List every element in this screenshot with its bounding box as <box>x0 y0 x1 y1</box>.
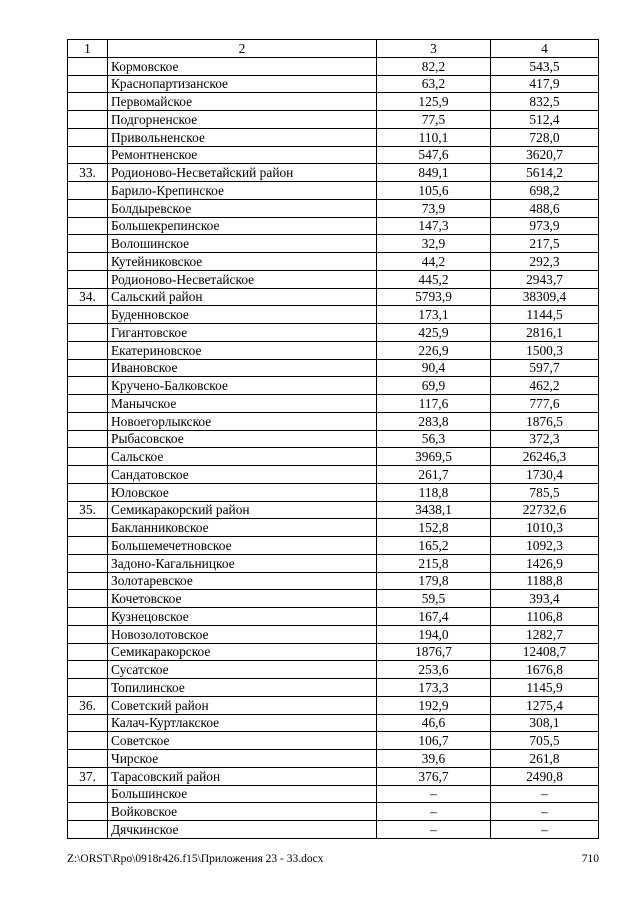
row-name-cell: Чирское <box>108 750 377 768</box>
table-header-row <box>68 40 599 58</box>
row-value3-cell: 90,4 <box>377 359 491 377</box>
table-row <box>68 341 599 359</box>
row-value3-cell: – <box>377 821 491 839</box>
row-name-cell: Кормовское <box>108 57 377 75</box>
row-name-cell: Советское <box>108 732 377 750</box>
row-number-cell <box>68 359 108 377</box>
row-name-cell: Юловское <box>108 483 377 501</box>
row-value3-cell: 63,2 <box>377 75 491 93</box>
row-value4-cell: 22732,6 <box>491 501 599 519</box>
row-number-cell <box>68 519 108 537</box>
row-number-cell <box>68 679 108 697</box>
table-row <box>68 483 599 501</box>
table-row <box>68 306 599 324</box>
row-name-cell: Привольненское <box>108 128 377 146</box>
row-value4-cell: 698,2 <box>491 182 599 200</box>
row-value4-cell: 5614,2 <box>491 164 599 182</box>
row-value3-cell: 1876,7 <box>377 643 491 661</box>
row-value3-cell: 77,5 <box>377 111 491 129</box>
page-number: 710 <box>581 853 599 865</box>
row-value3-cell: 5793,9 <box>377 288 491 306</box>
table-row <box>68 821 599 839</box>
row-name-cell: Большинское <box>108 785 377 803</box>
row-value4-cell: 38309,4 <box>491 288 599 306</box>
row-value3-cell: 226,9 <box>377 341 491 359</box>
table-body <box>68 57 599 838</box>
row-value4-cell: 3620,7 <box>491 146 599 164</box>
row-name-cell: Задоно-Кагальницкое <box>108 554 377 572</box>
row-value3-cell: 152,8 <box>377 519 491 537</box>
row-value4-cell: 2943,7 <box>491 270 599 288</box>
row-value4-cell: 785,5 <box>491 483 599 501</box>
row-value4-cell: – <box>491 785 599 803</box>
table-row <box>68 537 599 555</box>
row-value4-cell: 26246,3 <box>491 448 599 466</box>
row-name-cell: Тарасовский район <box>108 767 377 785</box>
column-header-1: 1 <box>68 40 108 58</box>
row-number-cell <box>68 714 108 732</box>
table-row <box>68 785 599 803</box>
row-number-cell <box>68 270 108 288</box>
row-value4-cell: 1730,4 <box>491 466 599 484</box>
row-value3-cell: 253,6 <box>377 661 491 679</box>
table-row <box>68 235 599 253</box>
row-value4-cell: 1144,5 <box>491 306 599 324</box>
table-row <box>68 732 599 750</box>
column-header-3: 3 <box>377 40 491 58</box>
table-row <box>68 554 599 572</box>
row-value4-cell: 488,6 <box>491 199 599 217</box>
row-value3-cell: 44,2 <box>377 253 491 271</box>
row-value4-cell: 1876,5 <box>491 412 599 430</box>
row-value4-cell: 705,5 <box>491 732 599 750</box>
table-row <box>68 377 599 395</box>
row-name-cell: Ивановское <box>108 359 377 377</box>
row-name-cell: Рыбасовское <box>108 430 377 448</box>
row-value4-cell: – <box>491 821 599 839</box>
row-name-cell: Буденновское <box>108 306 377 324</box>
row-number-cell: 37. <box>68 767 108 785</box>
row-value4-cell: 292,3 <box>491 253 599 271</box>
row-name-cell: Дячкинское <box>108 821 377 839</box>
row-number-cell: 33. <box>68 164 108 182</box>
row-number-cell <box>68 661 108 679</box>
row-name-cell: Болдыревское <box>108 199 377 217</box>
row-name-cell: Кутейниковское <box>108 253 377 271</box>
row-value3-cell: 194,0 <box>377 625 491 643</box>
row-value3-cell: – <box>377 803 491 821</box>
row-name-cell: Екатериновское <box>108 341 377 359</box>
row-value3-cell: 425,9 <box>377 324 491 342</box>
row-number-cell <box>68 732 108 750</box>
row-value3-cell: 56,3 <box>377 430 491 448</box>
table-row <box>68 430 599 448</box>
row-value4-cell: 2490,8 <box>491 767 599 785</box>
table-row <box>68 128 599 146</box>
file-path: Z:\ORST\Rpo\0918r426.f15\Приложения 23 - 33.docx <box>67 853 324 865</box>
row-name-cell: Кузнецовское <box>108 608 377 626</box>
row-number-cell <box>68 448 108 466</box>
table-row <box>68 199 599 217</box>
row-number-cell <box>68 111 108 129</box>
row-value4-cell: 12408,7 <box>491 643 599 661</box>
row-number-cell <box>68 377 108 395</box>
row-value3-cell: 165,2 <box>377 537 491 555</box>
row-number-cell <box>68 750 108 768</box>
row-value3-cell: 105,6 <box>377 182 491 200</box>
table-row <box>68 572 599 590</box>
row-value3-cell: 59,5 <box>377 590 491 608</box>
column-header-2: 2 <box>108 40 377 58</box>
row-value4-cell: 597,7 <box>491 359 599 377</box>
row-number-cell <box>68 253 108 271</box>
row-number-cell <box>68 803 108 821</box>
row-value3-cell: 82,2 <box>377 57 491 75</box>
row-value3-cell: 118,8 <box>377 483 491 501</box>
row-number-cell: 35. <box>68 501 108 519</box>
row-value3-cell: 445,2 <box>377 270 491 288</box>
row-name-cell: Первомайское <box>108 93 377 111</box>
row-number-cell <box>68 608 108 626</box>
row-value3-cell: 261,7 <box>377 466 491 484</box>
row-value3-cell: 167,4 <box>377 608 491 626</box>
table-row <box>68 412 599 430</box>
table-row <box>68 164 599 182</box>
table-row <box>68 466 599 484</box>
row-name-cell: Сальский район <box>108 288 377 306</box>
row-number-cell <box>68 324 108 342</box>
row-name-cell: Манычское <box>108 395 377 413</box>
table-row <box>68 696 599 714</box>
row-value3-cell: 3438,1 <box>377 501 491 519</box>
row-value4-cell: 417,9 <box>491 75 599 93</box>
row-number-cell <box>68 146 108 164</box>
row-name-cell: Сусатское <box>108 661 377 679</box>
table-row <box>68 608 599 626</box>
row-name-cell: Кочетовское <box>108 590 377 608</box>
row-value3-cell: 215,8 <box>377 554 491 572</box>
row-value3-cell: 173,3 <box>377 679 491 697</box>
table-row <box>68 324 599 342</box>
row-number-cell <box>68 466 108 484</box>
row-name-cell: Новозолотовское <box>108 625 377 643</box>
table-row <box>68 590 599 608</box>
table-row <box>68 182 599 200</box>
row-value4-cell: 543,5 <box>491 57 599 75</box>
row-value4-cell: 372,3 <box>491 430 599 448</box>
row-number-cell <box>68 643 108 661</box>
row-number-cell <box>68 554 108 572</box>
row-name-cell: Сальское <box>108 448 377 466</box>
row-value3-cell: 73,9 <box>377 199 491 217</box>
row-number-cell <box>68 93 108 111</box>
row-value4-cell: 512,4 <box>491 111 599 129</box>
column-header-4: 4 <box>491 40 599 58</box>
table-row <box>68 661 599 679</box>
table-row <box>68 395 599 413</box>
row-name-cell: Большекрепинское <box>108 217 377 235</box>
row-value4-cell: 1188,8 <box>491 572 599 590</box>
row-name-cell: Калач-Куртлакское <box>108 714 377 732</box>
row-name-cell: Топилинское <box>108 679 377 697</box>
row-number-cell <box>68 235 108 253</box>
row-value4-cell: 2816,1 <box>491 324 599 342</box>
row-number-cell <box>68 572 108 590</box>
row-name-cell: Новоегорлыкское <box>108 412 377 430</box>
row-name-cell: Гигантовское <box>108 324 377 342</box>
row-value3-cell: 376,7 <box>377 767 491 785</box>
row-number-cell <box>68 590 108 608</box>
table-row <box>68 93 599 111</box>
table-row <box>68 270 599 288</box>
row-number-cell <box>68 483 108 501</box>
row-name-cell: Бакланниковское <box>108 519 377 537</box>
row-value4-cell: 1010,3 <box>491 519 599 537</box>
row-number-cell <box>68 217 108 235</box>
row-value3-cell: 849,1 <box>377 164 491 182</box>
row-name-cell: Краснопартизанское <box>108 75 377 93</box>
row-value4-cell: 1282,7 <box>491 625 599 643</box>
row-number-cell: 34. <box>68 288 108 306</box>
row-value3-cell: 39,6 <box>377 750 491 768</box>
row-number-cell <box>68 395 108 413</box>
row-value3-cell: 32,9 <box>377 235 491 253</box>
row-value3-cell: 46,6 <box>377 714 491 732</box>
row-number-cell <box>68 412 108 430</box>
row-value4-cell: 217,5 <box>491 235 599 253</box>
row-name-cell: Сандатовское <box>108 466 377 484</box>
row-name-cell: Советский район <box>108 696 377 714</box>
page-footer <box>67 853 599 865</box>
row-number-cell <box>68 199 108 217</box>
row-value4-cell: 1500,3 <box>491 341 599 359</box>
table-row <box>68 519 599 537</box>
row-name-cell: Родионово-Несветайское <box>108 270 377 288</box>
row-name-cell: Ремонтненское <box>108 146 377 164</box>
row-name-cell: Волошинское <box>108 235 377 253</box>
row-number-cell <box>68 57 108 75</box>
row-value3-cell: 69,9 <box>377 377 491 395</box>
row-value4-cell: 1426,9 <box>491 554 599 572</box>
row-value3-cell: 192,9 <box>377 696 491 714</box>
row-name-cell: Родионово-Несветайский район <box>108 164 377 182</box>
row-value4-cell: 1106,8 <box>491 608 599 626</box>
table-row <box>68 288 599 306</box>
row-value3-cell: 117,6 <box>377 395 491 413</box>
row-value4-cell: 777,6 <box>491 395 599 413</box>
row-number-cell <box>68 537 108 555</box>
row-number-cell <box>68 625 108 643</box>
row-name-cell: Семикаракорский район <box>108 501 377 519</box>
row-name-cell: Большемечетновское <box>108 537 377 555</box>
row-value3-cell: 110,1 <box>377 128 491 146</box>
row-value4-cell: 1145,9 <box>491 679 599 697</box>
row-name-cell: Семикаракорское <box>108 643 377 661</box>
table-row <box>68 767 599 785</box>
table-row <box>68 75 599 93</box>
table-row <box>68 679 599 697</box>
row-value3-cell: 283,8 <box>377 412 491 430</box>
row-name-cell: Барило-Крепинское <box>108 182 377 200</box>
table-row <box>68 448 599 466</box>
table-row <box>68 57 599 75</box>
row-number-cell <box>68 182 108 200</box>
row-number-cell <box>68 821 108 839</box>
row-number-cell <box>68 430 108 448</box>
row-number-cell <box>68 128 108 146</box>
table-row <box>68 146 599 164</box>
row-value4-cell: 393,4 <box>491 590 599 608</box>
row-value4-cell: 1676,8 <box>491 661 599 679</box>
row-number-cell <box>68 75 108 93</box>
table-row <box>68 750 599 768</box>
row-value4-cell: 728,0 <box>491 128 599 146</box>
row-value4-cell: 308,1 <box>491 714 599 732</box>
table-row <box>68 359 599 377</box>
table-row <box>68 253 599 271</box>
row-name-cell: Золотаревское <box>108 572 377 590</box>
row-number-cell: 36. <box>68 696 108 714</box>
row-number-cell <box>68 785 108 803</box>
row-name-cell: Подгорненское <box>108 111 377 129</box>
row-number-cell <box>68 306 108 324</box>
row-value3-cell: 547,6 <box>377 146 491 164</box>
row-value4-cell: 261,8 <box>491 750 599 768</box>
row-value3-cell: 173,1 <box>377 306 491 324</box>
table-row <box>68 803 599 821</box>
row-value4-cell: – <box>491 803 599 821</box>
row-value4-cell: 973,9 <box>491 217 599 235</box>
row-name-cell: Кручено-Балковское <box>108 377 377 395</box>
row-value3-cell: 147,3 <box>377 217 491 235</box>
row-value4-cell: 462,2 <box>491 377 599 395</box>
row-value3-cell: – <box>377 785 491 803</box>
row-value3-cell: 3969,5 <box>377 448 491 466</box>
row-value3-cell: 106,7 <box>377 732 491 750</box>
row-value3-cell: 125,9 <box>377 93 491 111</box>
table-row <box>68 625 599 643</box>
row-value4-cell: 1275,4 <box>491 696 599 714</box>
table-row <box>68 643 599 661</box>
row-value4-cell: 832,5 <box>491 93 599 111</box>
table-row <box>68 217 599 235</box>
data-table <box>67 39 599 839</box>
row-name-cell: Войковское <box>108 803 377 821</box>
table-row <box>68 714 599 732</box>
row-number-cell <box>68 341 108 359</box>
row-value3-cell: 179,8 <box>377 572 491 590</box>
row-value4-cell: 1092,3 <box>491 537 599 555</box>
table-row <box>68 111 599 129</box>
table-row <box>68 501 599 519</box>
